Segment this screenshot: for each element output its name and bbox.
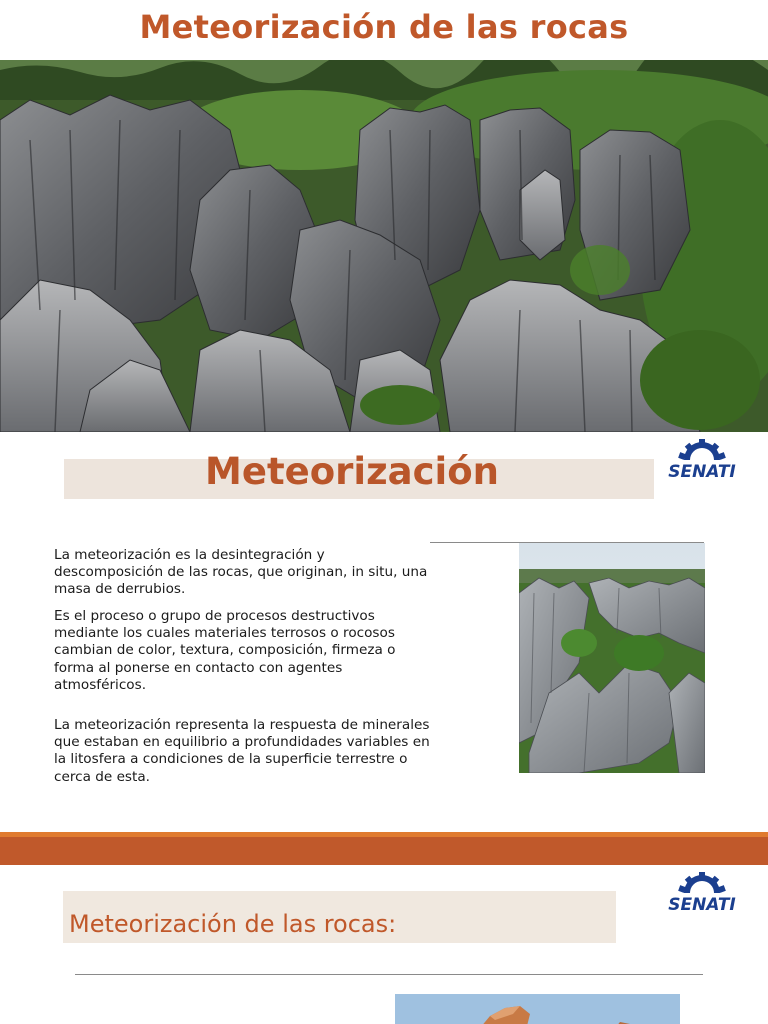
rock-formation-photo: [519, 543, 705, 773]
paragraph-2: Es el proceso o grupo de procesos destructivos mediante los cuales materiales terrosos o rocosos cambian de color, textura, composición, firmeza o forma al ponerse en contacto con agentes atmosféricos.: [54, 608, 396, 693]
logo-text: SENATI: [668, 895, 736, 913]
slide-heading: Meteorización: [205, 450, 499, 493]
senati-logo-icon: [662, 438, 742, 480]
slide-1: [0, 0, 768, 432]
slide-title: Meteorización de las rocas: [139, 8, 629, 46]
paragraph-1: La meteorización es la desintegración y descomposición de las rocas, que originan, in situ, una masa de derrubios.: [54, 547, 428, 598]
slide-heading: Meteorización de las rocas:: [69, 910, 397, 938]
stone-forest-photo: [0, 60, 768, 432]
logo-text: SENATI: [668, 462, 736, 480]
divider: [75, 974, 703, 975]
slide-2: [0, 432, 768, 832]
eroded-rock-photo: [395, 994, 680, 1024]
paragraph-3: La meteorización representa la respuesta de minerales que estaban en equilibrio a profundidades variables en la litosfera a condiciones de la superficie terrestre o cerca de esta.: [54, 717, 430, 785]
slide-3: [0, 865, 768, 1024]
senati-logo-icon: [662, 871, 742, 913]
separator-band: [0, 837, 768, 865]
